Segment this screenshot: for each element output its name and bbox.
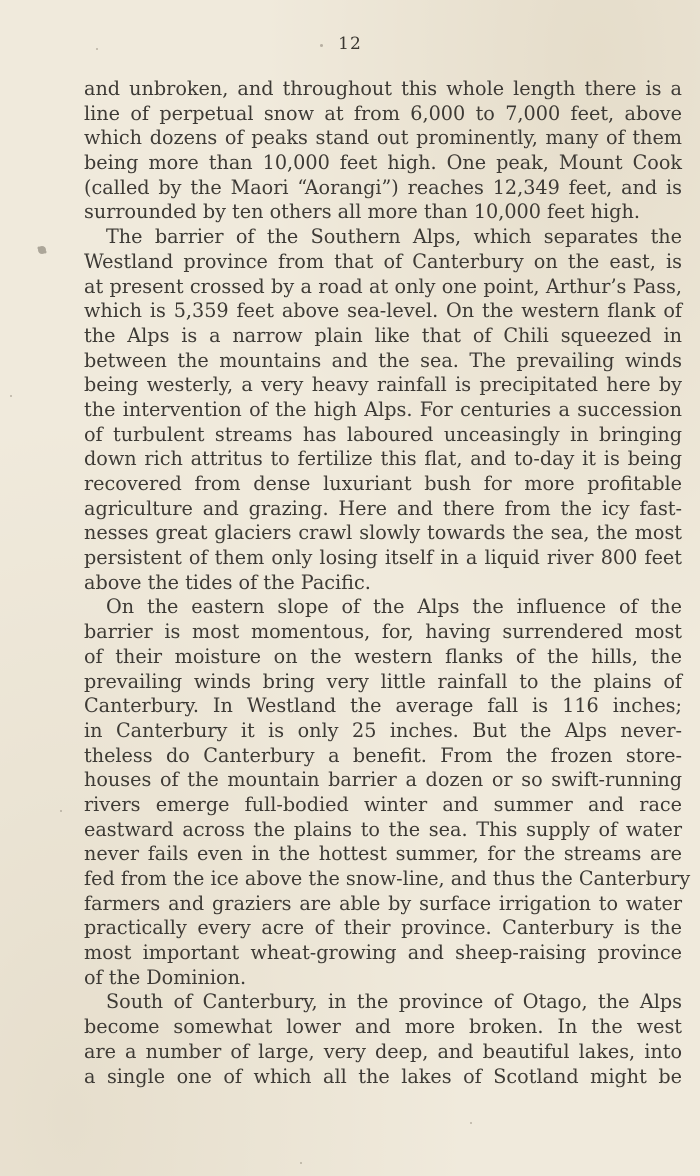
text-line: at present crossed by a road at only one point, Arthur’s Pass, — [84, 274, 682, 298]
text-line: the intervention of the high Alps. For centuries a succession — [84, 397, 682, 421]
text-line: above the tides of the Pacific. — [84, 570, 371, 594]
text-line: surrounded by ten others all more than 10,000 feet high. — [84, 200, 640, 224]
paper-speck — [470, 1122, 472, 1124]
text-line: (called by the Maori “Aorangi”) reaches 12,349 feet, and is — [84, 175, 682, 199]
body-text — [84, 77, 691, 1089]
text-line: persistent of them only losing itself in a liquid river 800 feet — [84, 546, 682, 570]
text-line: are a number of large, very deep, and beautiful lakes, into — [84, 1039, 682, 1063]
text-line: nesses great glaciers crawl slowly towards the sea, the most — [84, 521, 682, 545]
text-line: agriculture and grazing. Here and there from the icy fast- — [84, 496, 682, 520]
text-line: being westerly, a very heavy rainfall is precipitated here by — [84, 373, 682, 397]
text-line: Canterbury. In Westland the average fall is 116 inches; — [84, 694, 682, 718]
paper-speck — [300, 1162, 302, 1164]
text-line: houses of the mountain barrier a dozen or so swift-running — [84, 768, 682, 792]
text-line: South of Canterbury, in the province of Otago, the Alps — [106, 990, 682, 1014]
text-line: between the mountains and the sea. The prevailing winds — [84, 348, 682, 372]
text-line: barrier is most momentous, for, having surrendered most — [84, 620, 682, 644]
text-line: recovered from dense luxuriant bush for more profitable — [84, 472, 682, 495]
paper-speck — [320, 44, 323, 47]
text-line: fed from the ice above the snow-line, and thus the Canterbury — [84, 867, 691, 890]
text-line: prevailing winds bring very little rainfall to the plains of — [84, 669, 682, 693]
page-number: 12 — [338, 34, 362, 54]
paper-speck — [60, 810, 62, 812]
text-line: The barrier of the Southern Alps, which separates the — [106, 225, 682, 249]
text-line: a single one of which all the lakes of Scotland might be — [84, 1064, 682, 1088]
text-line: which dozens of peaks stand out prominently, many of them — [84, 126, 682, 150]
text-line: practically every acre of their province. Canterbury is the — [84, 916, 682, 940]
text-line: down rich attritus to fertilize this flat, and to-day it is being — [84, 447, 682, 471]
text-line: being more than 10,000 feet high. One peak, Mount Cook — [84, 151, 682, 175]
text-line: the Alps is a narrow plain like that of Chili squeezed in — [84, 323, 682, 347]
text-line: of turbulent streams has laboured unceasingly in bringing — [84, 422, 682, 446]
text-line: become somewhat lower and more broken. In the west — [84, 1015, 682, 1039]
text-line: line of perpetual snow at from 6,000 to 7,000 feet, above — [84, 101, 682, 125]
text-line: which is 5,359 feet above sea-level. On the western flank of — [84, 299, 682, 323]
text-line: Westland province from that of Canterbury on the east, is — [84, 249, 682, 273]
text-line: rivers emerge full-bodied winter and summer and race — [84, 792, 682, 816]
text-line: eastward across the plains to the sea. This supply of water — [84, 817, 682, 841]
text-line: On the eastern slope of the Alps the influence of the — [106, 595, 682, 619]
text-line: theless do Canterbury a benefit. From the frozen store- — [84, 743, 682, 767]
paper-speck — [10, 395, 12, 397]
text-line: in Canterbury it is only 25 inches. But the Alps never- — [84, 718, 682, 742]
text-line: and unbroken, and throughout this whole length there is a — [84, 77, 682, 100]
text-line: of the Dominion. — [84, 965, 247, 989]
text-line: most important wheat-growing and sheep-raising province — [84, 941, 682, 965]
paper-speck — [96, 48, 98, 50]
text-line: farmers and graziers are able by surface irrigation to water — [84, 891, 682, 915]
ink-blot-icon — [36, 244, 48, 256]
text-line: of their moisture on the western flanks of the hills, the — [84, 644, 682, 668]
text-line: never fails even in the hottest summer, for the streams are — [84, 842, 682, 866]
